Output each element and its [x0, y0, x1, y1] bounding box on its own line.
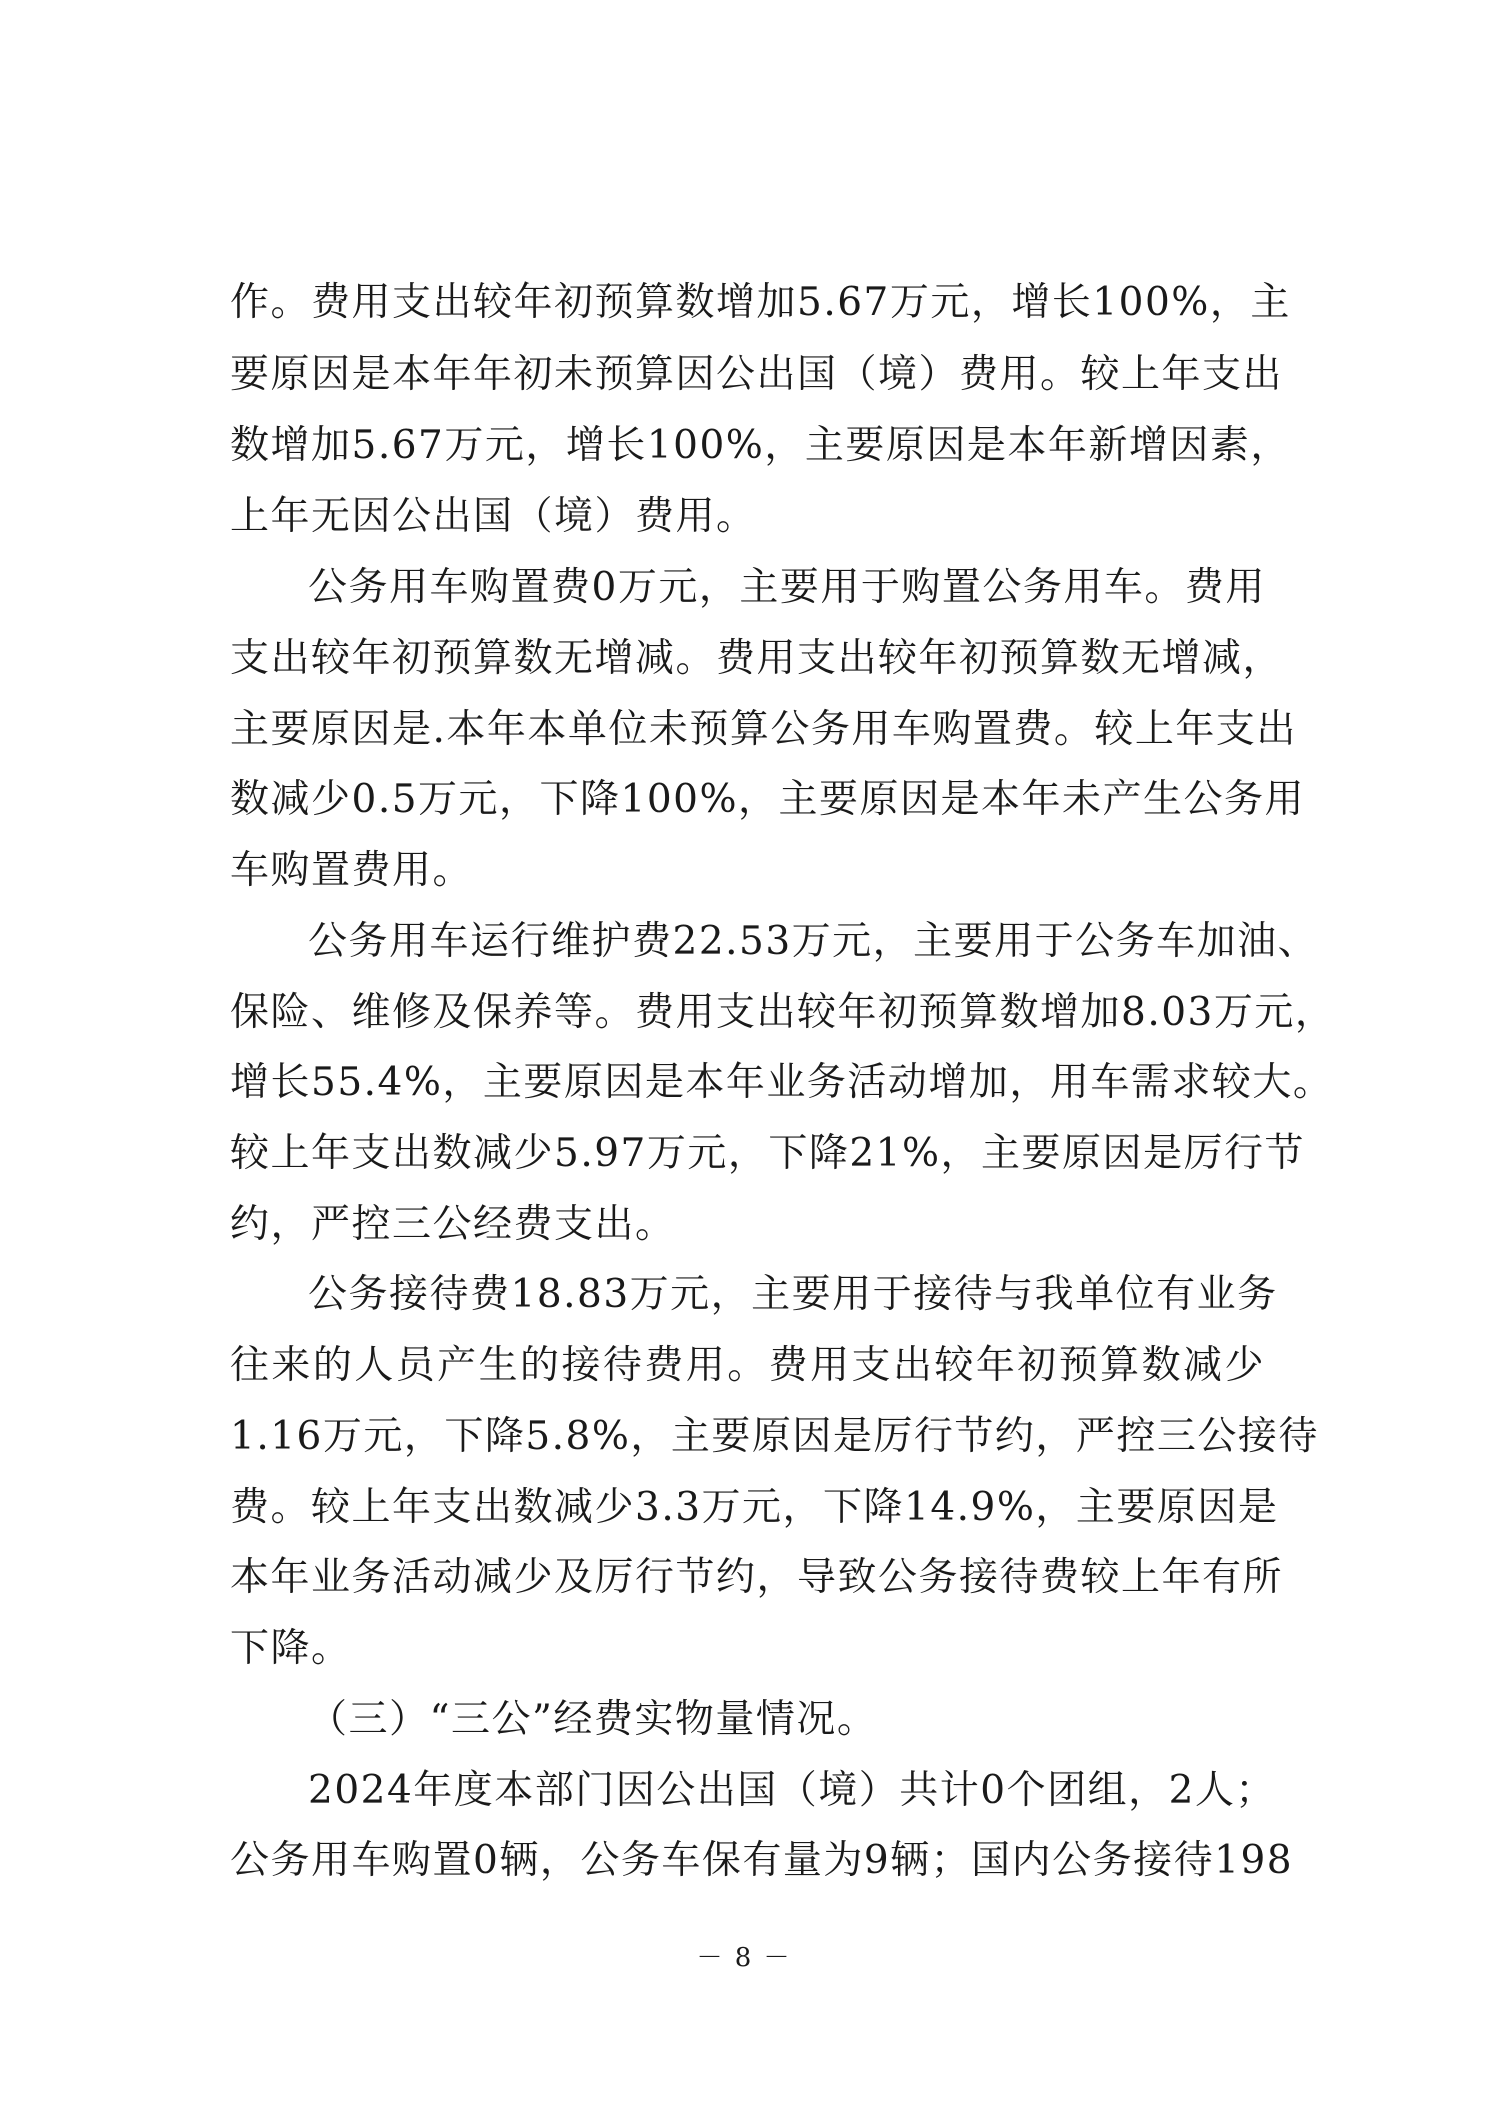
text-line: 支出较年初预算数无增减。费用支出较年初预算数无增减， — [230, 636, 1284, 681]
text-line: 下降。 — [230, 1626, 352, 1671]
text-line: 本年业务活动减少及厉行节约，导致公务接待费较上年有所 — [230, 1555, 1284, 1600]
text-line: 往来的人员产生的接待费用。费用支出较年初预算数减少 — [230, 1343, 1265, 1388]
paragraph-start-line: 公务用车购置费0万元，主要用于购置公务用车。费用 — [308, 565, 1266, 610]
text-line: 数增加5.67万元，增长100%，主要原因是本年新增因素， — [230, 423, 1291, 468]
section-heading: （三）“三公”经费实物量情况。 — [308, 1697, 878, 1742]
text-line: 较上年支出数减少5.97万元，下降21%，主要原因是厉行节 — [230, 1131, 1306, 1176]
text-line: 要原因是本年年初未预算因公出国（境）费用。较上年支出 — [230, 352, 1284, 397]
text-line: 上年无因公出国（境）费用。 — [230, 494, 757, 539]
page-number: － 8 － — [696, 1943, 792, 1973]
text-line: 车购置费用。 — [230, 848, 474, 893]
paragraph-start-line: 公务接待费18.83万元，主要用于接待与我单位有业务 — [308, 1272, 1278, 1317]
text-line: 主要原因是.本年本单位未预算公务用车购置费。较上年支出 — [230, 707, 1297, 752]
paragraph-start-line: 2024年度本部门因公出国（境）共计0个团组，2人； — [308, 1768, 1276, 1813]
text-line: 公务用车购置0辆，公务车保有量为9辆；国内公务接待198 — [230, 1838, 1294, 1883]
text-line: 保险、维修及保养等。费用支出较年初预算数增加8.03万元， — [230, 990, 1336, 1035]
text-line: 1.16万元，下降5.8%，主要原因是厉行节约，严控三公接待 — [230, 1414, 1319, 1459]
text-line: 作。费用支出较年初预算数增加5.67万元，增长100%，主 — [230, 280, 1291, 325]
paragraph-start-line: 公务用车运行维护费22.53万元，主要用于公务车加油、 — [308, 919, 1319, 964]
text-line: 增长55.4%，主要原因是本年业务活动增加，用车需求较大。 — [230, 1060, 1334, 1105]
text-line: 约，严控三公经费支出。 — [230, 1202, 676, 1247]
text-line: 数减少0.5万元，下降100%，主要原因是本年未产生公务用 — [230, 777, 1306, 822]
text-line: 费。较上年支出数减少3.3万元，下降14.9%，主要原因是 — [230, 1485, 1279, 1530]
